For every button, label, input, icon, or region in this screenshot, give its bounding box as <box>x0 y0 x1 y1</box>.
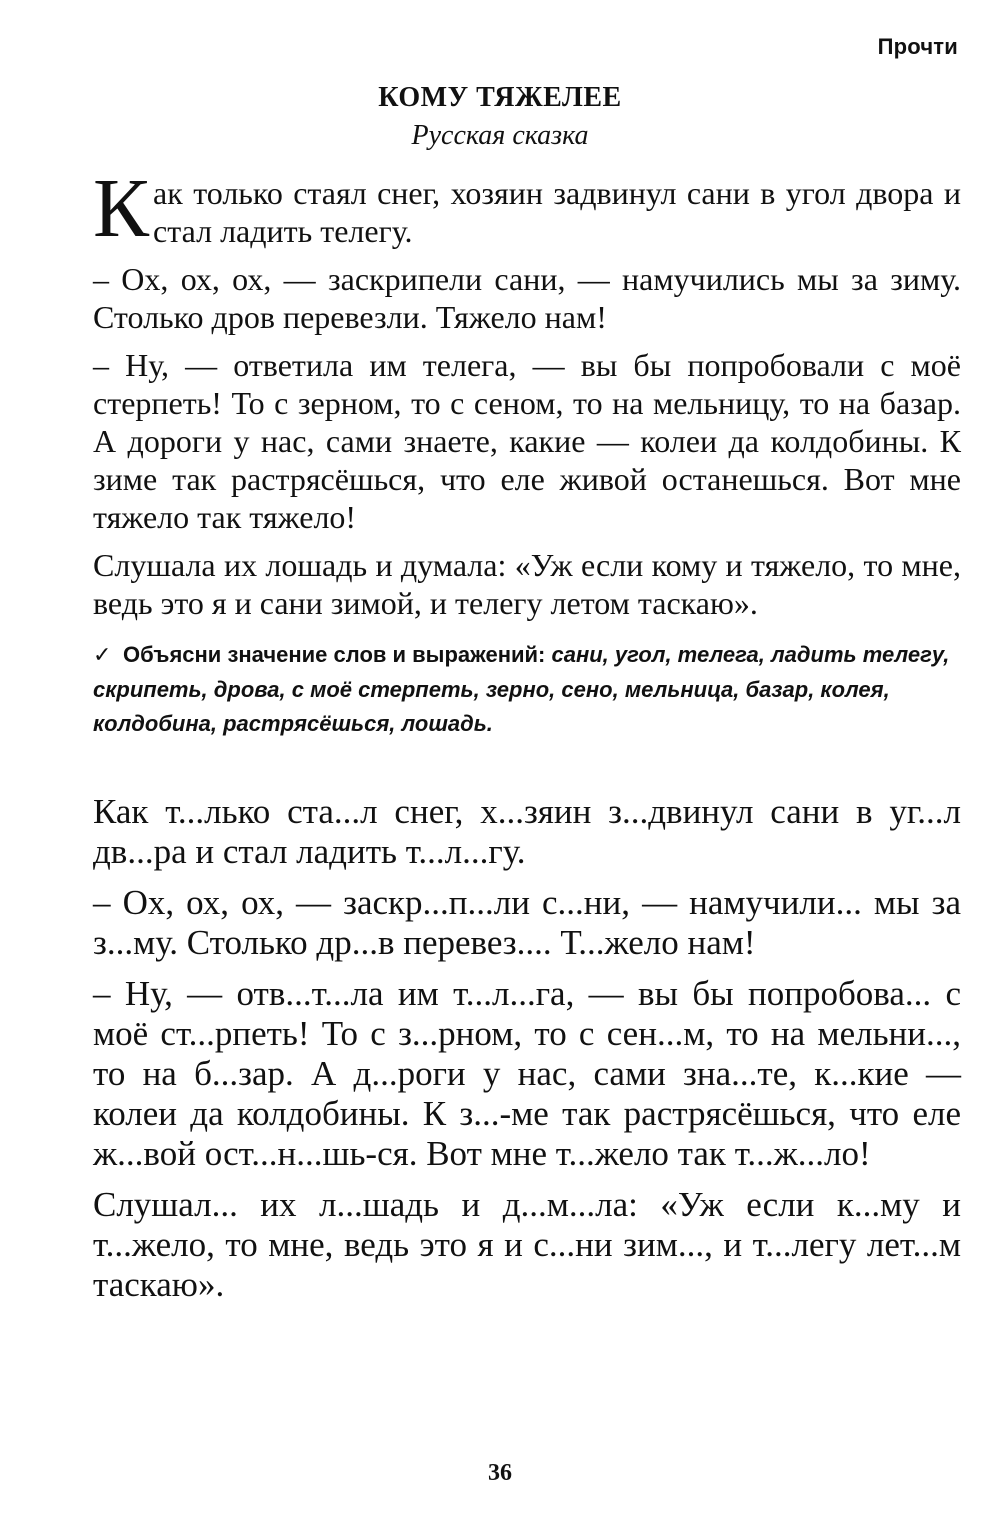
story-paragraph: – Ну, — ответила им телега, — вы бы попробовали с моё стерпеть! То с зерном, то с сеном, то на мельницу, то на базар. А дороги у нас, сами знаете, какие — колеи да колдобины. К зиме так растрясёшься, что еле живой останешься. Вот мне тяжело так тяжело! <box>93 347 961 535</box>
story-title: КОМУ ТЯЖЕЛЕЕ <box>378 82 622 113</box>
story-text <box>93 162 961 632</box>
page-number: 36 <box>488 1460 512 1486</box>
story-subtitle: Русская сказка <box>411 120 589 151</box>
vocabulary-task <box>93 638 961 741</box>
section-label: Прочти <box>877 34 958 59</box>
exercise-paragraph: – Ох, ох, ох, — заскр...п...ли с...ни, — намучили... мы за з...му. Столько др...в перевез.... Т...жело нам! <box>93 883 961 962</box>
story-paragraph: – Ох, ох, ох, — заскрипели сани, — намучились мы за зиму. Столько дров перевезли. Тяжело нам! <box>93 261 961 335</box>
story-paragraph <box>93 162 961 255</box>
exercise-paragraph: Слушал... их л...шадь и д...м...ла: «Уж если к...му и т...жело, то мне, ведь это я и с...ни зим..., и т...легу лет...м таскаю». <box>93 1185 961 1304</box>
task-word-list: сани, угол, телега, ладить телегу, скрипеть, дрова, с моё стерпеть, зерно, сено, мельница, базар, колея, колдобина, растрясёшься, лошадь. <box>93 642 950 736</box>
check-mark-icon: ✓ <box>93 643 112 668</box>
fill-in-exercise <box>93 792 961 1316</box>
story-paragraph: Слушала их лошадь и думала: «Уж если кому и тяжело, то мне, ведь это я и сани зимой, и телегу летом таскаю». <box>93 547 961 621</box>
drop-cap: К <box>93 162 150 255</box>
story-paragraph-text: ак только стаял снег, хозяин задвинул сани в угол двора и стал ладить телегу. <box>153 175 961 249</box>
exercise-paragraph: – Ну, — отв...т...ла им т...л...га, — вы бы попробова... с моё ст...рпеть! То с з...рном, то с сен...м, то на мельни..., то на б...зар. А д...роги у нас, сами зна...те, к...кие — колеи да колдобины. К з...-ме так растрясёшься, что еле ж...вой ост...н...шь-ся. Вот мне т...жело так т...ж...ло! <box>93 974 961 1173</box>
exercise-paragraph: Как т...лько ста...л снег, х...зяин з...двинул сани в уг...л дв...ра и стал ладить т...л...гу. <box>93 792 961 871</box>
task-instruction: Объясни значение слов и выражений: <box>123 642 546 667</box>
